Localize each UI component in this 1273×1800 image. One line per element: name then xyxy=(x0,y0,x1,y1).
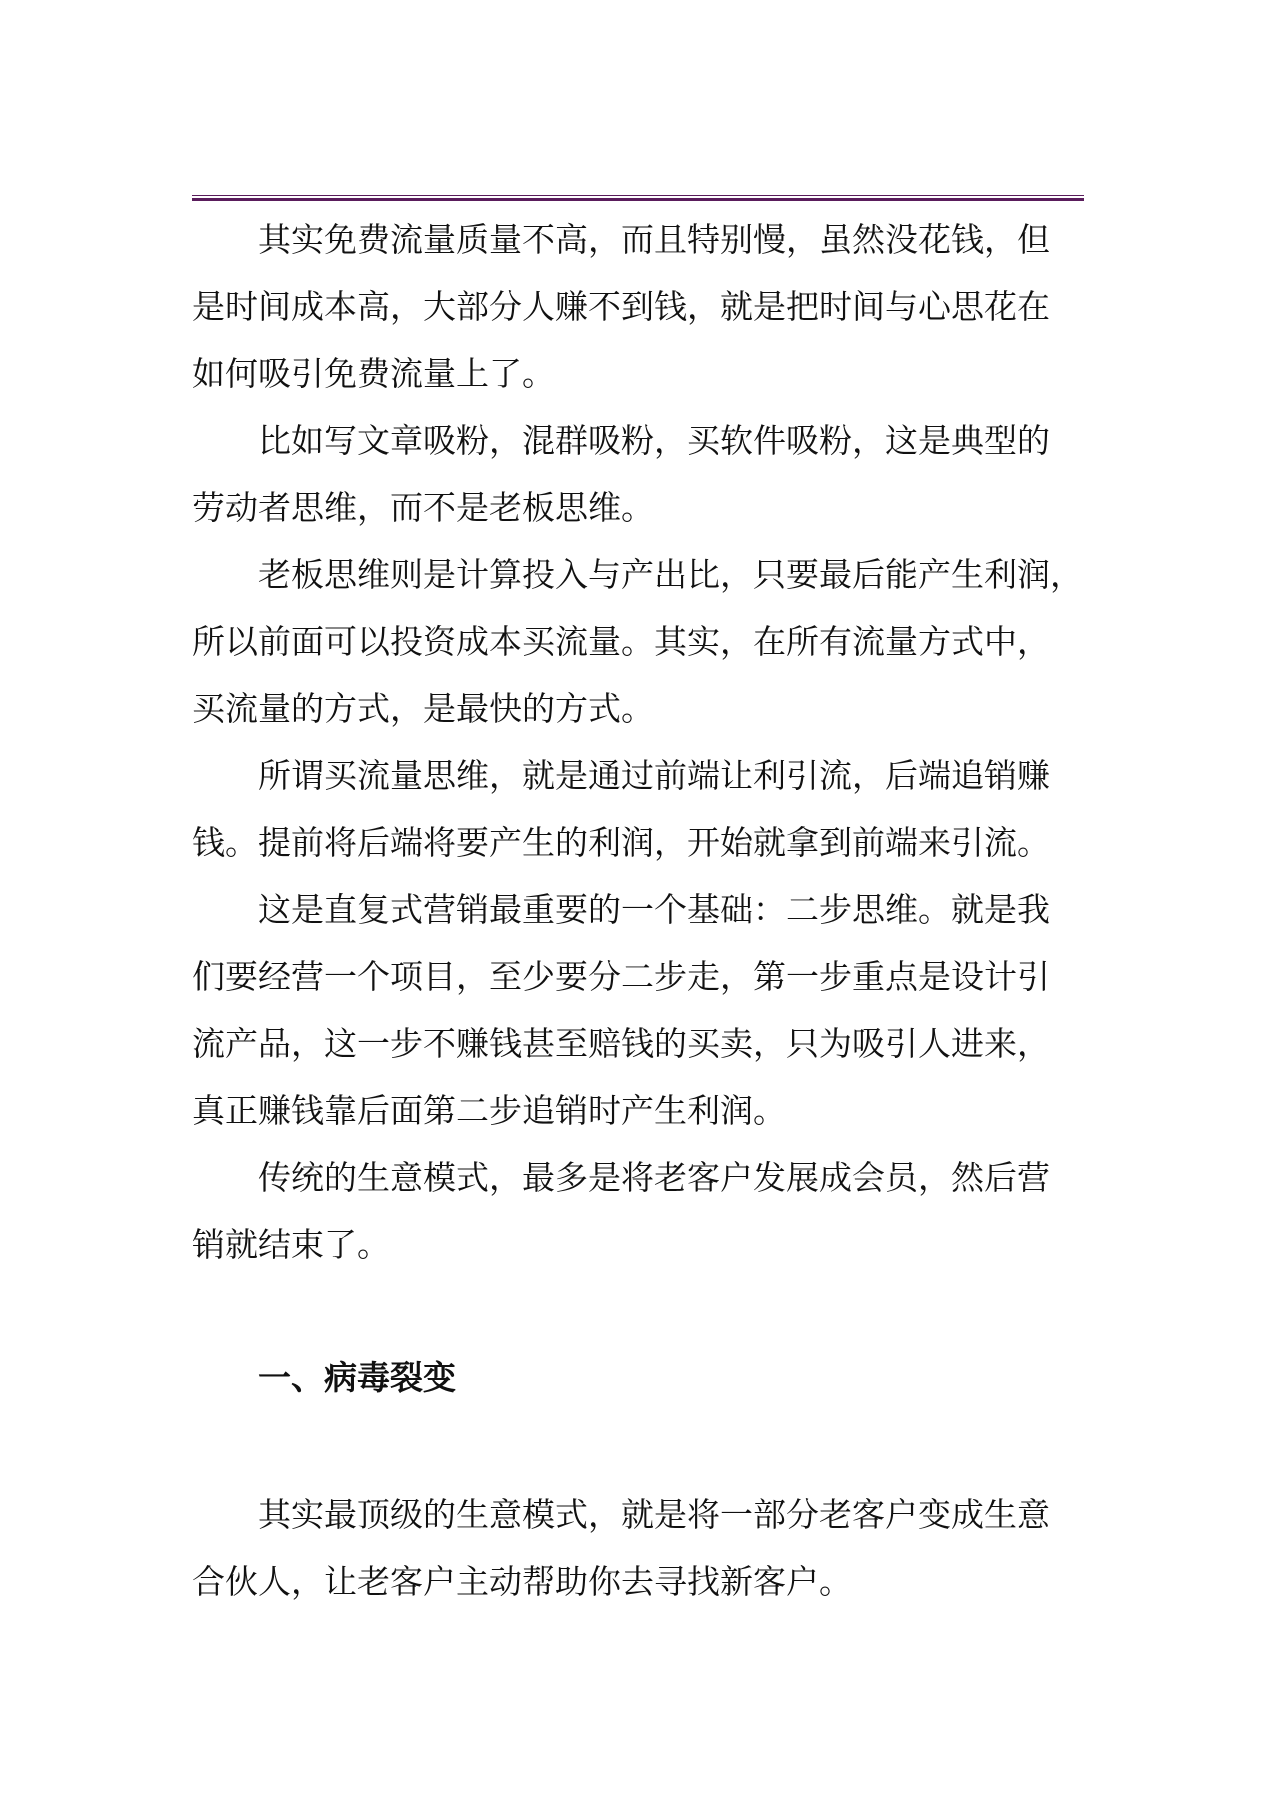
paragraph xyxy=(192,541,1087,742)
paragraph-line: 老板思维则是计算投入与产出比，只要最后能产生利润， xyxy=(258,555,1083,594)
spacer xyxy=(192,1411,1087,1481)
paragraph xyxy=(192,206,1087,407)
paragraph-line: 合伙人，让老客户主动帮助你去寻找新客户。 xyxy=(192,1562,852,1601)
header-rule xyxy=(192,195,1084,202)
paragraph xyxy=(192,876,1087,1144)
header-rule-thick-line xyxy=(192,198,1084,201)
paragraph-line: 这是直复式营销最重要的一个基础：二步思维。就是我 xyxy=(258,890,1050,929)
paragraph xyxy=(192,1481,1087,1615)
body-section-before-heading xyxy=(192,206,1087,1278)
section-heading: 一、病毒裂变 xyxy=(258,1358,456,1397)
paragraph-line: 比如写文章吸粉，混群吸粉，买软件吸粉，这是典型的 xyxy=(258,421,1050,460)
body-section-after-heading xyxy=(192,1481,1087,1615)
paragraph-line: 其实免费流量质量不高，而且特别慢，虽然没花钱，但 xyxy=(258,220,1050,259)
paragraph-line: 销就结束了。 xyxy=(192,1225,390,1264)
document-body xyxy=(192,206,1087,1615)
paragraph-line: 其实最顶级的生意模式，就是将一部分老客户变成生意 xyxy=(258,1495,1050,1534)
header-rule-thin-line xyxy=(192,195,1084,196)
paragraph xyxy=(192,1144,1087,1278)
paragraph-line: 所以前面可以投资成本买流量。其实，在所有流量方式中， xyxy=(192,622,1050,661)
paragraph xyxy=(192,742,1087,876)
paragraph-line: 流产品，这一步不赚钱甚至赔钱的买卖，只为吸引人进来， xyxy=(192,1024,1050,1063)
paragraph-line: 钱。提前将后端将要产生的利润，开始就拿到前端来引流。 xyxy=(192,823,1050,862)
paragraph-line: 传统的生意模式，最多是将老客户发展成会员，然后营 xyxy=(258,1158,1050,1197)
paragraph-line: 劳动者思维，而不是老板思维。 xyxy=(192,488,654,527)
paragraph-line: 买流量的方式，是最快的方式。 xyxy=(192,689,654,728)
paragraph-line: 真正赚钱靠后面第二步追销时产生利润。 xyxy=(192,1091,786,1130)
paragraph-line: 所谓买流量思维，就是通过前端让利引流，后端追销赚 xyxy=(258,756,1050,795)
paragraph xyxy=(192,407,1087,541)
paragraph-line: 如何吸引免费流量上了。 xyxy=(192,354,555,393)
paragraph-line: 们要经营一个项目，至少要分二步走，第一步重点是设计引 xyxy=(192,957,1050,996)
spacer xyxy=(192,1278,1087,1344)
paragraph-line: 是时间成本高，大部分人赚不到钱，就是把时间与心思花在 xyxy=(192,287,1050,326)
